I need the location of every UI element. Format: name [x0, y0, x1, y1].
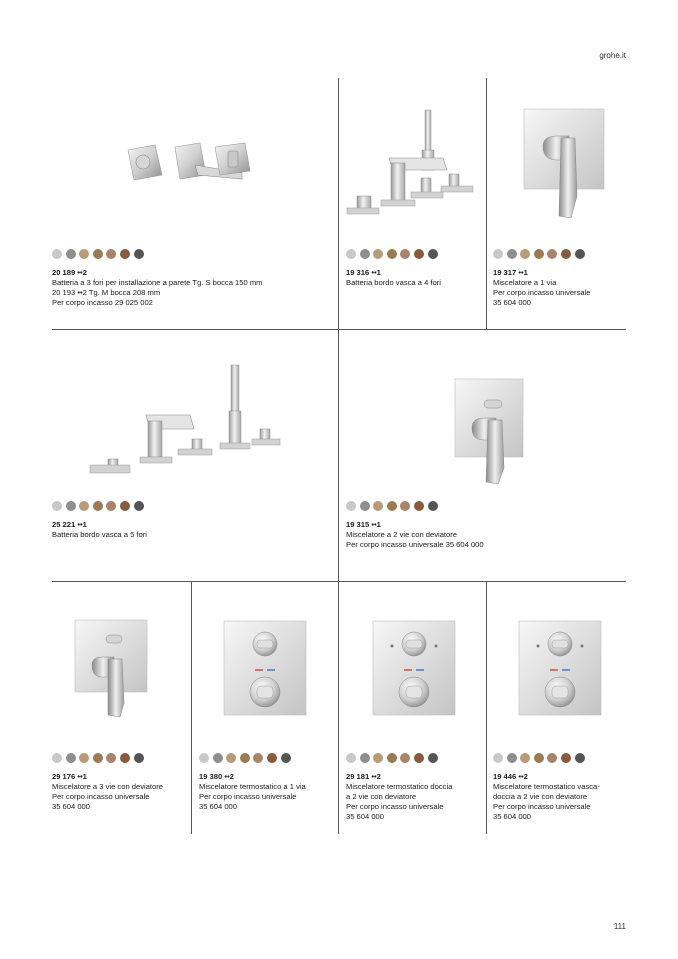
- finish-swatch: [346, 753, 356, 763]
- finish-swatch: [507, 249, 517, 259]
- finish-swatch: [134, 501, 144, 511]
- finish-swatch: [253, 753, 263, 763]
- product-description: Miscelatore a 1 via: [493, 278, 557, 287]
- product-description: Batteria a 3 fori per installazione a parete Tg. S bocca 150 mm: [52, 278, 263, 287]
- product-image-thermostat-bath-shower-2-way: [518, 620, 602, 716]
- finish-swatch: [428, 501, 438, 511]
- finish-swatch: [387, 501, 397, 511]
- product-description: Per corpo incasso universale 35 604 000: [346, 540, 484, 549]
- finish-swatch: [120, 753, 130, 763]
- product-description: Miscelatore termostatico a 1 via: [199, 782, 306, 791]
- product-info: [52, 772, 188, 812]
- product-image-square-mixer-3-way: [74, 619, 148, 719]
- finish-swatch: [507, 753, 517, 763]
- finish-swatch: [134, 753, 144, 763]
- finish-swatch: [93, 753, 103, 763]
- finish-swatches: [52, 249, 144, 259]
- finish-swatch: [52, 753, 62, 763]
- finish-swatch: [373, 249, 383, 259]
- divider: [486, 78, 487, 330]
- product-description: 35 604 000: [52, 802, 91, 811]
- finish-swatch: [414, 753, 424, 763]
- finish-swatch: [52, 249, 62, 259]
- finish-swatch: [281, 753, 291, 763]
- product-description: Miscelatore a 3 vie con deviatore: [52, 782, 164, 791]
- product-description: Per corpo incasso universale: [52, 792, 150, 801]
- product-description: Per corpo incasso universale: [199, 792, 297, 801]
- finish-swatch: [493, 753, 503, 763]
- product-info: [52, 520, 332, 540]
- product-info: [346, 520, 624, 550]
- finish-swatches: [199, 753, 291, 763]
- finish-swatch: [400, 753, 410, 763]
- product-code: 19 317 ••1: [493, 268, 528, 277]
- finish-swatch: [373, 753, 383, 763]
- finish-swatch: [387, 753, 397, 763]
- finish-swatch: [575, 249, 585, 259]
- finish-swatch: [561, 249, 571, 259]
- finish-swatch: [346, 249, 356, 259]
- finish-swatch: [120, 249, 130, 259]
- finish-swatches: [52, 753, 144, 763]
- finish-swatches: [346, 249, 438, 259]
- finish-swatch: [400, 501, 410, 511]
- finish-swatch: [66, 249, 76, 259]
- finish-swatch: [387, 249, 397, 259]
- product-description: 35 604 000: [346, 812, 385, 821]
- product-image-deck-mixer-4-hole: [345, 108, 480, 216]
- product-description: Miscelatore a 2 vie con deviatore: [346, 530, 458, 539]
- product-description: Per corpo incasso universale: [493, 802, 591, 811]
- finish-swatch: [520, 753, 530, 763]
- product-image-wall-mixer: [120, 135, 265, 190]
- product-description: Per corpo incasso universale: [493, 288, 591, 297]
- finish-swatch: [213, 753, 223, 763]
- finish-swatch: [66, 501, 76, 511]
- product-image-square-mixer-2-way: [454, 378, 524, 486]
- finish-swatch: [120, 501, 130, 511]
- product-description: Per corpo incasso 29 025 002: [52, 298, 153, 307]
- product-code: 29 181 ••2: [346, 772, 381, 781]
- product-code: 20 189 ••2: [52, 268, 87, 277]
- finish-swatch: [267, 753, 277, 763]
- finish-swatch: [428, 753, 438, 763]
- finish-swatch: [199, 753, 209, 763]
- product-description: Miscelatore termostatico doccia: [346, 782, 453, 791]
- product-code: 29 176 ••1: [52, 772, 87, 781]
- product-image-square-mixer-1-way: [523, 108, 605, 220]
- brand-url: grohe.it: [599, 51, 626, 60]
- finish-swatches: [346, 501, 438, 511]
- finish-swatch: [575, 753, 585, 763]
- finish-swatch: [106, 501, 116, 511]
- divider: [486, 582, 487, 834]
- finish-swatch: [414, 249, 424, 259]
- product-image-deck-mixer-5-hole: [88, 363, 283, 475]
- finish-swatches: [52, 501, 144, 511]
- finish-swatches: [493, 753, 585, 763]
- finish-swatch: [373, 501, 383, 511]
- product-description: doccia a 2 vie con deviatore: [493, 792, 588, 801]
- finish-swatch: [79, 753, 89, 763]
- finish-swatch: [93, 501, 103, 511]
- finish-swatch: [547, 753, 557, 763]
- finish-swatch: [106, 753, 116, 763]
- finish-swatch: [79, 249, 89, 259]
- finish-swatch: [79, 501, 89, 511]
- divider: [52, 581, 626, 582]
- finish-swatch: [400, 249, 410, 259]
- product-description: Batteria bordo vasca a 4 fori: [346, 278, 441, 287]
- finish-swatch: [534, 753, 544, 763]
- divider: [52, 329, 626, 330]
- finish-swatch: [106, 249, 116, 259]
- product-info: [493, 268, 625, 308]
- finish-swatch: [493, 249, 503, 259]
- finish-swatches: [493, 249, 585, 259]
- product-code: 19 315 ••1: [346, 520, 381, 529]
- finish-swatch: [66, 753, 76, 763]
- finish-swatch: [561, 753, 571, 763]
- finish-swatch: [360, 501, 370, 511]
- product-description: 35 604 000: [493, 812, 532, 821]
- finish-swatch: [520, 249, 530, 259]
- product-image-thermostat-shower-2-way: [372, 620, 456, 716]
- finish-swatch: [134, 249, 144, 259]
- product-description: Batteria bordo vasca a 5 fori: [52, 530, 147, 539]
- product-description: 35 604 000: [493, 298, 532, 307]
- product-code: 19 446 ••2: [493, 772, 528, 781]
- product-description: 20 193 ••2 Tg. M bocca 208 mm: [52, 288, 161, 297]
- finish-swatch: [360, 753, 370, 763]
- product-info: [346, 268, 482, 288]
- product-description: 35 604 000: [199, 802, 238, 811]
- product-code: 25 221 ••1: [52, 520, 87, 529]
- divider: [191, 582, 192, 834]
- product-description: Miscelatore termostatico vasca-: [493, 782, 600, 791]
- product-info: [199, 772, 335, 812]
- page-number: 111: [613, 922, 626, 931]
- finish-swatch: [360, 249, 370, 259]
- product-info: [493, 772, 625, 822]
- divider: [338, 582, 339, 834]
- finish-swatch: [346, 501, 356, 511]
- product-code: 19 380 ••2: [199, 772, 234, 781]
- product-description: a 2 vie con deviatore: [346, 792, 417, 801]
- product-description: Per corpo incasso universale: [346, 802, 444, 811]
- divider: [338, 330, 339, 582]
- divider: [338, 78, 339, 330]
- product-info: [52, 268, 332, 308]
- finish-swatch: [226, 753, 236, 763]
- finish-swatch: [534, 249, 544, 259]
- finish-swatch: [414, 501, 424, 511]
- finish-swatch: [428, 249, 438, 259]
- finish-swatch: [547, 249, 557, 259]
- finish-swatches: [346, 753, 438, 763]
- finish-swatch: [240, 753, 250, 763]
- product-code: 19 316 ••1: [346, 268, 381, 277]
- product-image-thermostat-1-way: [223, 620, 307, 716]
- finish-swatch: [52, 501, 62, 511]
- finish-swatch: [93, 249, 103, 259]
- product-info: [346, 772, 482, 822]
